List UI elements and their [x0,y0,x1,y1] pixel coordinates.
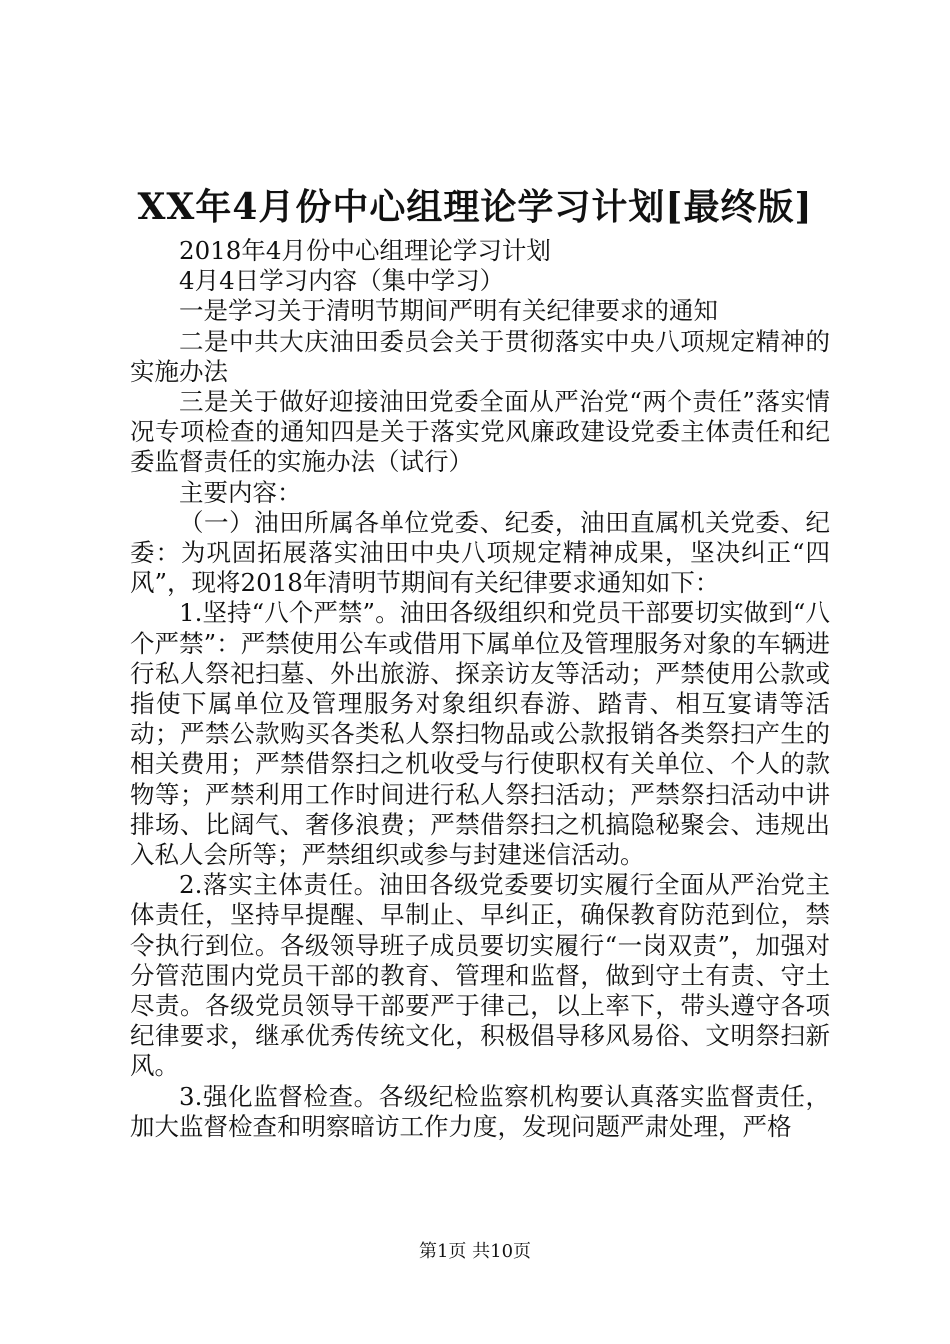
paragraph-point-3: 3.强化监督检查。各级纪检监察机构要认真落实监督责任，加大监督检查和明察暗访工作力度，发现问题严肃处理，严格 [130,1081,830,1141]
paragraph-point-1: 1.坚持“八个严禁”。油田各级组织和党员干部要切实做到“八个严禁”：严禁使用公车或借用下属单位及管理服务对象的车辆进行私人祭祀扫墓、外出旅游、探亲访友等活动；严禁使用公款或指使下属单位及管理服务对象组织春游、踏青、相互宴请等活动；严禁公款购买各类私人祭扫物品或公款报销各类祭扫产生的相关费用；严禁借祭扫之机收受与行使职权有关单位、个人的款物等；严禁利用工作时间进行私人祭扫活动；严禁祭扫活动中讲排场、比阔气、奢侈浪费；严禁借祭扫之机搞隐秘聚会、违规出入私人会所等；严禁组织或参与封建迷信活动。 [130,598,830,870]
paragraph-plan-heading: 2018年4月份中心组理论学习计划 [179,236,551,265]
paragraph-main-content-label: 主要内容： [179,477,302,507]
document-body [130,236,830,1142]
paragraph-study-date: 4月4日学习内容（集中学习） [179,266,505,296]
paragraph-notice-intro: （一）油田所属各单位党委、纪委，油田直属机关党委、纪委：为巩固拓展落实油田中央八项规定精神成果，坚决纠正“四风”，现将2018年清明节期间有关纪律要求通知如下： [130,507,830,598]
paragraph-item-three-four: 三是关于做好迎接油田党委全面从严治党“两个责任”落实情况专项检查的通知四是关于落实党风廉政建设党委主体责任和纪委监督责任的实施办法（试行） [130,387,830,477]
paragraph-item-one: 一是学习关于清明节期间严明有关纪律要求的通知 [179,296,718,326]
paragraph-point-2: 2.落实主体责任。油田各级党委要切实履行全面从严治党主体责任，坚持早提醒、早制止、早纠正，确保教育防范到位，禁令执行到位。各级领导班子成员要切实履行“一岗双责”，加强对分管范围内党员干部的教育、管理和监督，做到守土有责、守土尽责。各级党员领导干部要严于律己，以上率下，带头遵守各项纪律要求，继承优秀传统文化，积极倡导移风易俗、文明祭扫新风。 [130,870,830,1081]
paragraph-item-two: 二是中共大庆油田委员会关于贯彻落实中央八项规定精神的实施办法 [130,326,830,386]
page-footer: 第1页 共10页 [418,1241,532,1262]
document-title: XX年4月份中心组理论学习计划[最终版] [137,186,813,228]
